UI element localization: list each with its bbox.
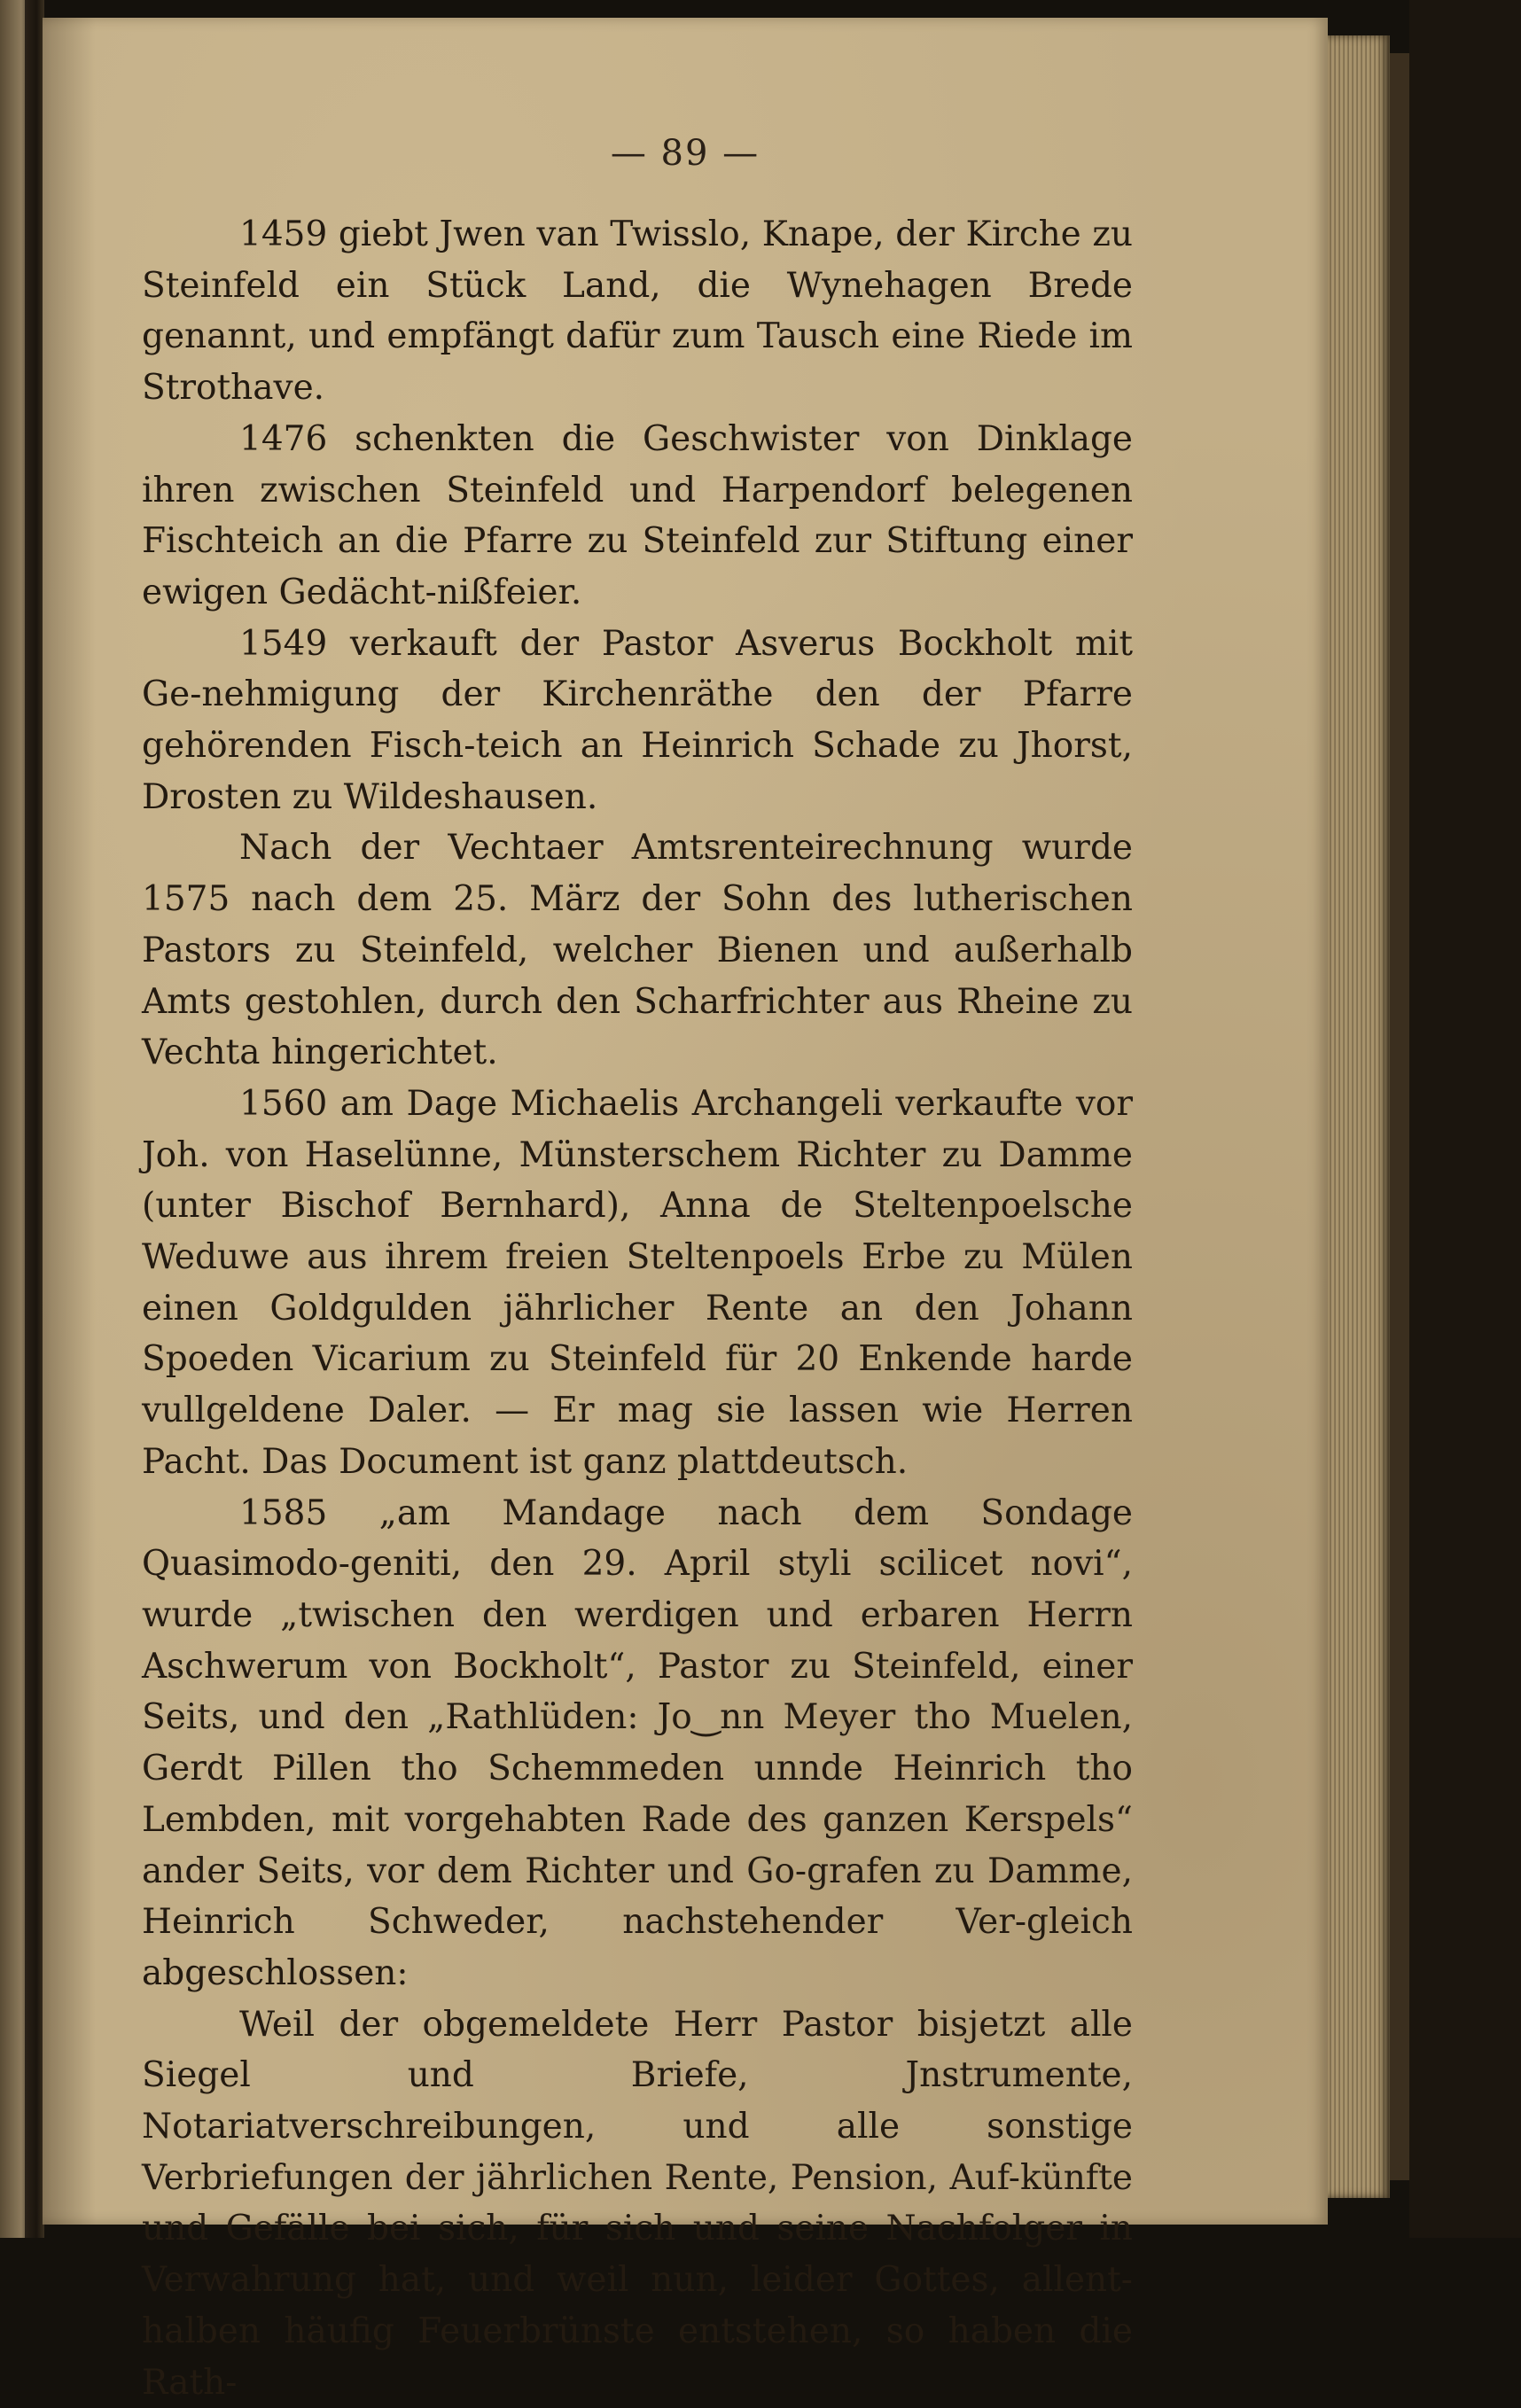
paragraph: 1476 schenkten die Geschwister von Dinklage ihren zwischen Steinfeld und Harpendorf belegenen Fischteich an die Pfarre zu Steinfeld zur Stiftung einer ewigen Gedächt-nißfeier. — [142, 418, 1133, 612]
paragraph: 1560 am Dage Michaelis Archangeli verkaufte vor Joh. von Haselünne, Münsterschem Richter zu Damme (unter Bischof Bernhard), Anna de Steltenpoelsche Weduwe aus ihrem freien Steltenpoels Erbe zu Mülen einen Goldgulden jährlicher Rente an den Johann Spoeden Vicarium zu Steinfeld für 20 Enkende harde vullgeldene Daler. — Er mag sie lassen wie Herren Pacht. Das Document ist ganz plattdeutsch. — [142, 1083, 1133, 1482]
body-text — [142, 209, 1133, 2408]
paragraph: Weil der obgemeldete Herr Pastor bisjetzt alle Siegel und Briefe, Jnstrumente, Notariatverschreibungen, und alle sonstige Verbriefungen der jährlichen Rente, Pension, Auf-künfte und Gefälle bei sich, für sich und seine Nachfolger in Verwahrung hat, und weil nun, leider Gottes, allent-halben häufig Feuerbrünste entstehen, so haben die Rath- — [142, 2004, 1133, 2403]
paragraph: 1549 verkauft der Pastor Asverus Bockholt mit Ge-nehmigung der Kirchenräthe den der Pfarre gehörenden Fisch-teich an Heinrich Schade zu Jhorst, Drosten zu Wildeshausen. — [142, 623, 1133, 817]
scan-background — [1409, 0, 1521, 2238]
book-gutter — [25, 0, 44, 2238]
page-number: — 89 — — [610, 133, 760, 174]
paragraph: 1459 giebt Jwen van Twisslo, Knape, der Kirche zu Steinfeld ein Stück Land, die Wynehagen Brede genannt, und empfängt dafür zum Tausch eine Riede im Strothave. — [142, 214, 1133, 409]
page-stack-edge — [1328, 35, 1390, 2198]
paragraph: 1585 „am Mandage nach dem Sondage Quasimodo-geniti, den 29. April styli scilicet novi“, wurde „twischen den werdigen und erbaren Herrn Aschwerum von Bockholt“, Pastor zu Steinfeld, einer Seits, und den „Rathlüden: Jo‿nn Meyer tho Muelen, Gerdt Pillen tho Schemmeden unnde Heinrich tho Lembden, mit vorgehabten Rade des ganzen Kerspels“ ander Seits, vor dem Richter und Go-grafen zu Damme, Heinrich Schweder, nachstehender Ver-gleich abgeschlossen: — [142, 1492, 1133, 1993]
paragraph: Nach der Vechtaer Amtsrenteirechnung wurde 1575 nach dem 25. März der Sohn des lutherischen Pastors zu Steinfeld, welcher Bienen und außerhalb Amts gestohlen, durch den Scharfrichter aus Rheine zu Vechta hingerichtet. — [142, 828, 1133, 1073]
book-cover-edge — [1390, 53, 1409, 2180]
